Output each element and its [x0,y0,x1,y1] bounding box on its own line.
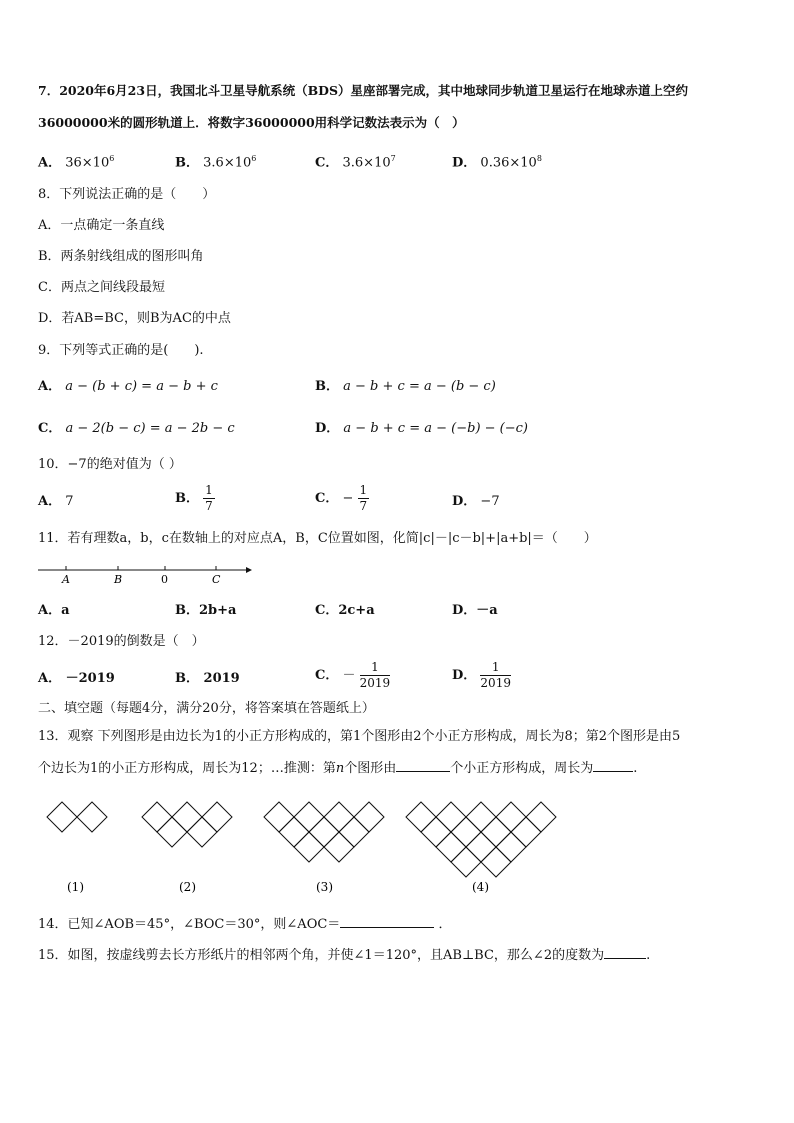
q12-option-d: D． $\frac{1}{2019}$ [452,660,511,690]
fraction: $\frac{1}{2019}$ [480,660,511,690]
answer-blank[interactable] [340,915,434,928]
figure-3-label: (3) [316,880,333,894]
q11-option-c: C．2c+a [315,603,375,618]
q12-option-b: B． 2019 [175,671,240,686]
fraction: $\frac{1}{2019}$ [359,660,391,690]
q11-option-a: A．a [38,603,70,618]
q7-option-b: B． $3.6\times 10^6$ [175,154,257,171]
section-2-heading: 二、填空题（每题4分，满分20分，将答案填在答题纸上） [38,701,375,716]
q12-stem: 12．－2019的倒数是（ ） [38,634,205,649]
q10-stem: 10．−7的绝对值为（ ） [38,457,182,472]
q8-option-c: C．两点之间线段最短 [38,280,165,295]
q7-option-d: D． $0.36\times 10^8$ [452,154,542,171]
q7-line1: 7．2020年6月23日，我国北斗卫星导航系统（BDS）星座部署完成，其中地球同步轨道卫星运行在地球赤道上空约 [38,83,689,98]
label-0: 0 [161,573,168,586]
q13-figures [40,795,570,900]
q12-option-c: C． － $\frac{1}{2019}$ [315,660,391,690]
figure-3 [264,802,384,862]
figure-1-label: (1) [67,880,84,894]
q15: 15．如图，按虚线剪去长方形纸片的相邻两个角，并使∠1＝120°，且AB⊥BC，那么∠2的度数为 . [38,948,651,963]
q11-option-b: B．2b+a [175,603,237,618]
figure-2 [142,802,232,847]
q9-option-d: D． a − b + c = a − (−b) − (−c) [315,421,528,436]
q7-line2: 36000000米的圆形轨道上．将数字36000000用科学记数法表示为（ ） [38,115,465,130]
q8-option-b: B．两条射线组成的图形叫角 [38,249,204,264]
fraction: $\frac{1}{7}$ [359,483,368,513]
q7-option-a: A． $36\times 10^6$ [38,154,115,171]
figure-4 [406,802,556,877]
q9-option-c: C． a − 2(b − c) = a − 2b − c [38,421,235,436]
axis-arrow [246,567,252,573]
figure-2-label: (2) [179,880,196,894]
q9-stem: 9．下列等式正确的是( ). [38,343,204,358]
q9-option-a: A． a − (b + c) = a − b + c [38,379,218,394]
figure-1 [47,802,107,832]
q8-stem: 8．下列说法正确的是（ ） [38,187,216,202]
figure-4-label: (4) [472,880,489,894]
answer-blank[interactable] [593,759,633,772]
number-line-figure [36,558,256,588]
q7-option-c: C． $3.6\times 10^7$ [315,154,396,171]
label-c: C [212,573,221,586]
answer-blank[interactable] [604,946,646,959]
q10-option-c: C． − $\frac{1}{7}$ [315,483,368,513]
q10-option-d: D． −7 [452,494,500,509]
q8-option-d: D．若AB=BC，则B为AC的中点 [38,311,231,326]
q10-option-a: A． 7 [38,494,74,509]
answer-blank[interactable] [396,759,450,772]
q13-line1: 13．观察 下列图形是由边长为1的小正方形构成的，第1个图形由2个小正方形构成，周长为8；第2个图形是由5 [38,729,681,744]
fraction: $\frac{1}{7}$ [205,483,213,513]
label-a: A [62,573,70,586]
q11-option-d: D．－a [452,603,498,618]
q14: 14．已知∠AOB＝45°，∠BOC＝30°，则∠AOC＝ ． [38,917,452,932]
q12-option-a: A． －2019 [38,671,115,686]
q11-stem: 11．若有理数a，b，c在数轴上的对应点A，B，C位置如图，化简|c|－|c－b|+|a+b|＝（ ） [38,531,597,546]
q10-option-b: B． $\frac{1}{7}$ [175,483,213,513]
q8-option-a: A．一点确定一条直线 [38,218,165,233]
q13-line2: 个边长为1的小正方形构成，周长为12；…推测：第n个图形由 个小正方形构成，周长为 . [38,761,638,776]
q9-option-b: B． a − b + c = a − (b − c) [315,379,496,394]
label-b: B [114,573,123,586]
